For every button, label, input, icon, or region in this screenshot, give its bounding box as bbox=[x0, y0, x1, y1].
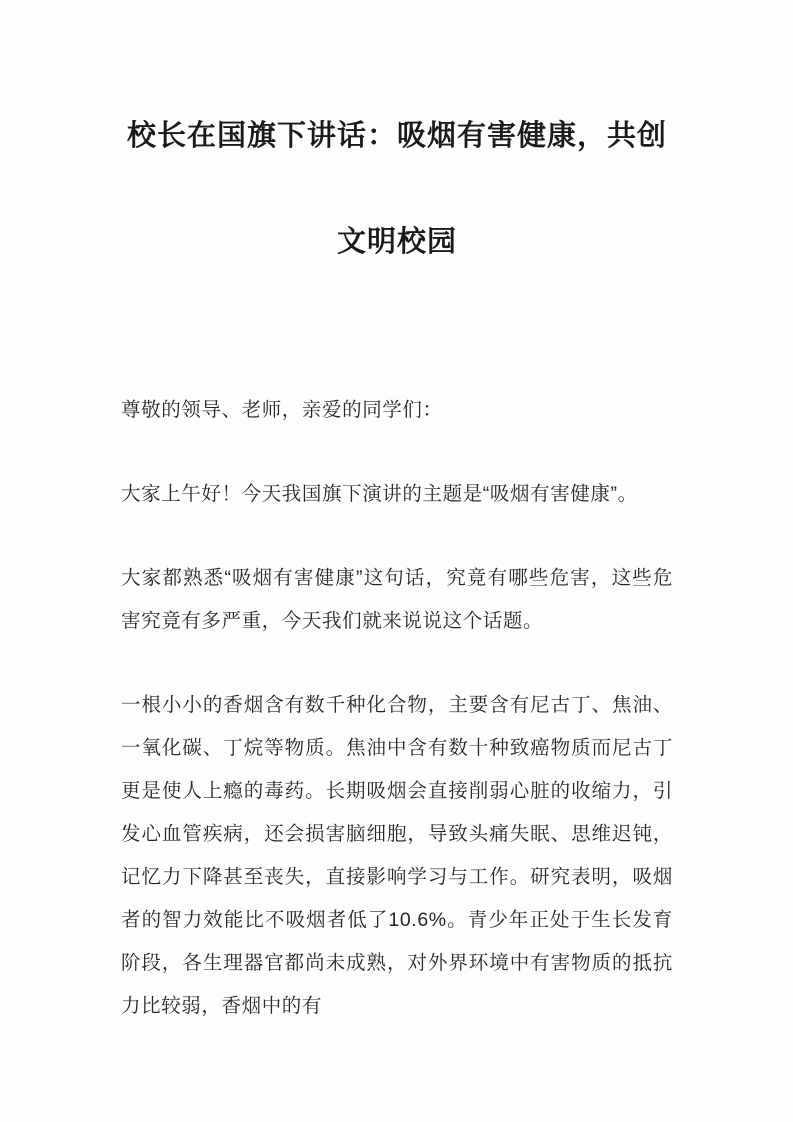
paragraph-topic-intro: 大家都熟悉“吸烟有害健康”这句话，究竟有哪些危害，这些危害究竟有多严重，今天我们就来说说这个话题。 bbox=[121, 567, 673, 633]
paragraph-salutation: 尊敬的领导、老师，亲爱的同学们： bbox=[121, 399, 443, 422]
document-body bbox=[121, 389, 673, 1028]
document-title-line-2: 文明校园 bbox=[336, 225, 457, 258]
paragraph-smoking-harms: 一根小小的香烟含有数千种化合物，主要含有尼古丁、焦油、一氧化碳、丁烷等物质。焦油中含有数十种致癌物质而尼古丁更是使人上瘾的毒药。长期吸烟会直接削弱心脏的收缩力，引发心血管疾病，还会损害脑细胞，导致头痛失眠、思维迟钝，记忆力下降甚至丧失，直接影响学习与工作。研究表明，吸烟者的智力效能比不吸烟者低了10.6%。青少年正处于生长发育阶段，各生理器官都尚未成熟，对外界环境中有害物质的抵抗力比较弱，香烟中的有 bbox=[121, 694, 673, 1018]
paragraph-greeting: 大家上午好！今天我国旗下演讲的主题是“吸烟有害健康”。 bbox=[121, 483, 638, 506]
document-title-line-1: 校长在国旗下讲话：吸烟有害健康，共创 bbox=[126, 120, 667, 152]
